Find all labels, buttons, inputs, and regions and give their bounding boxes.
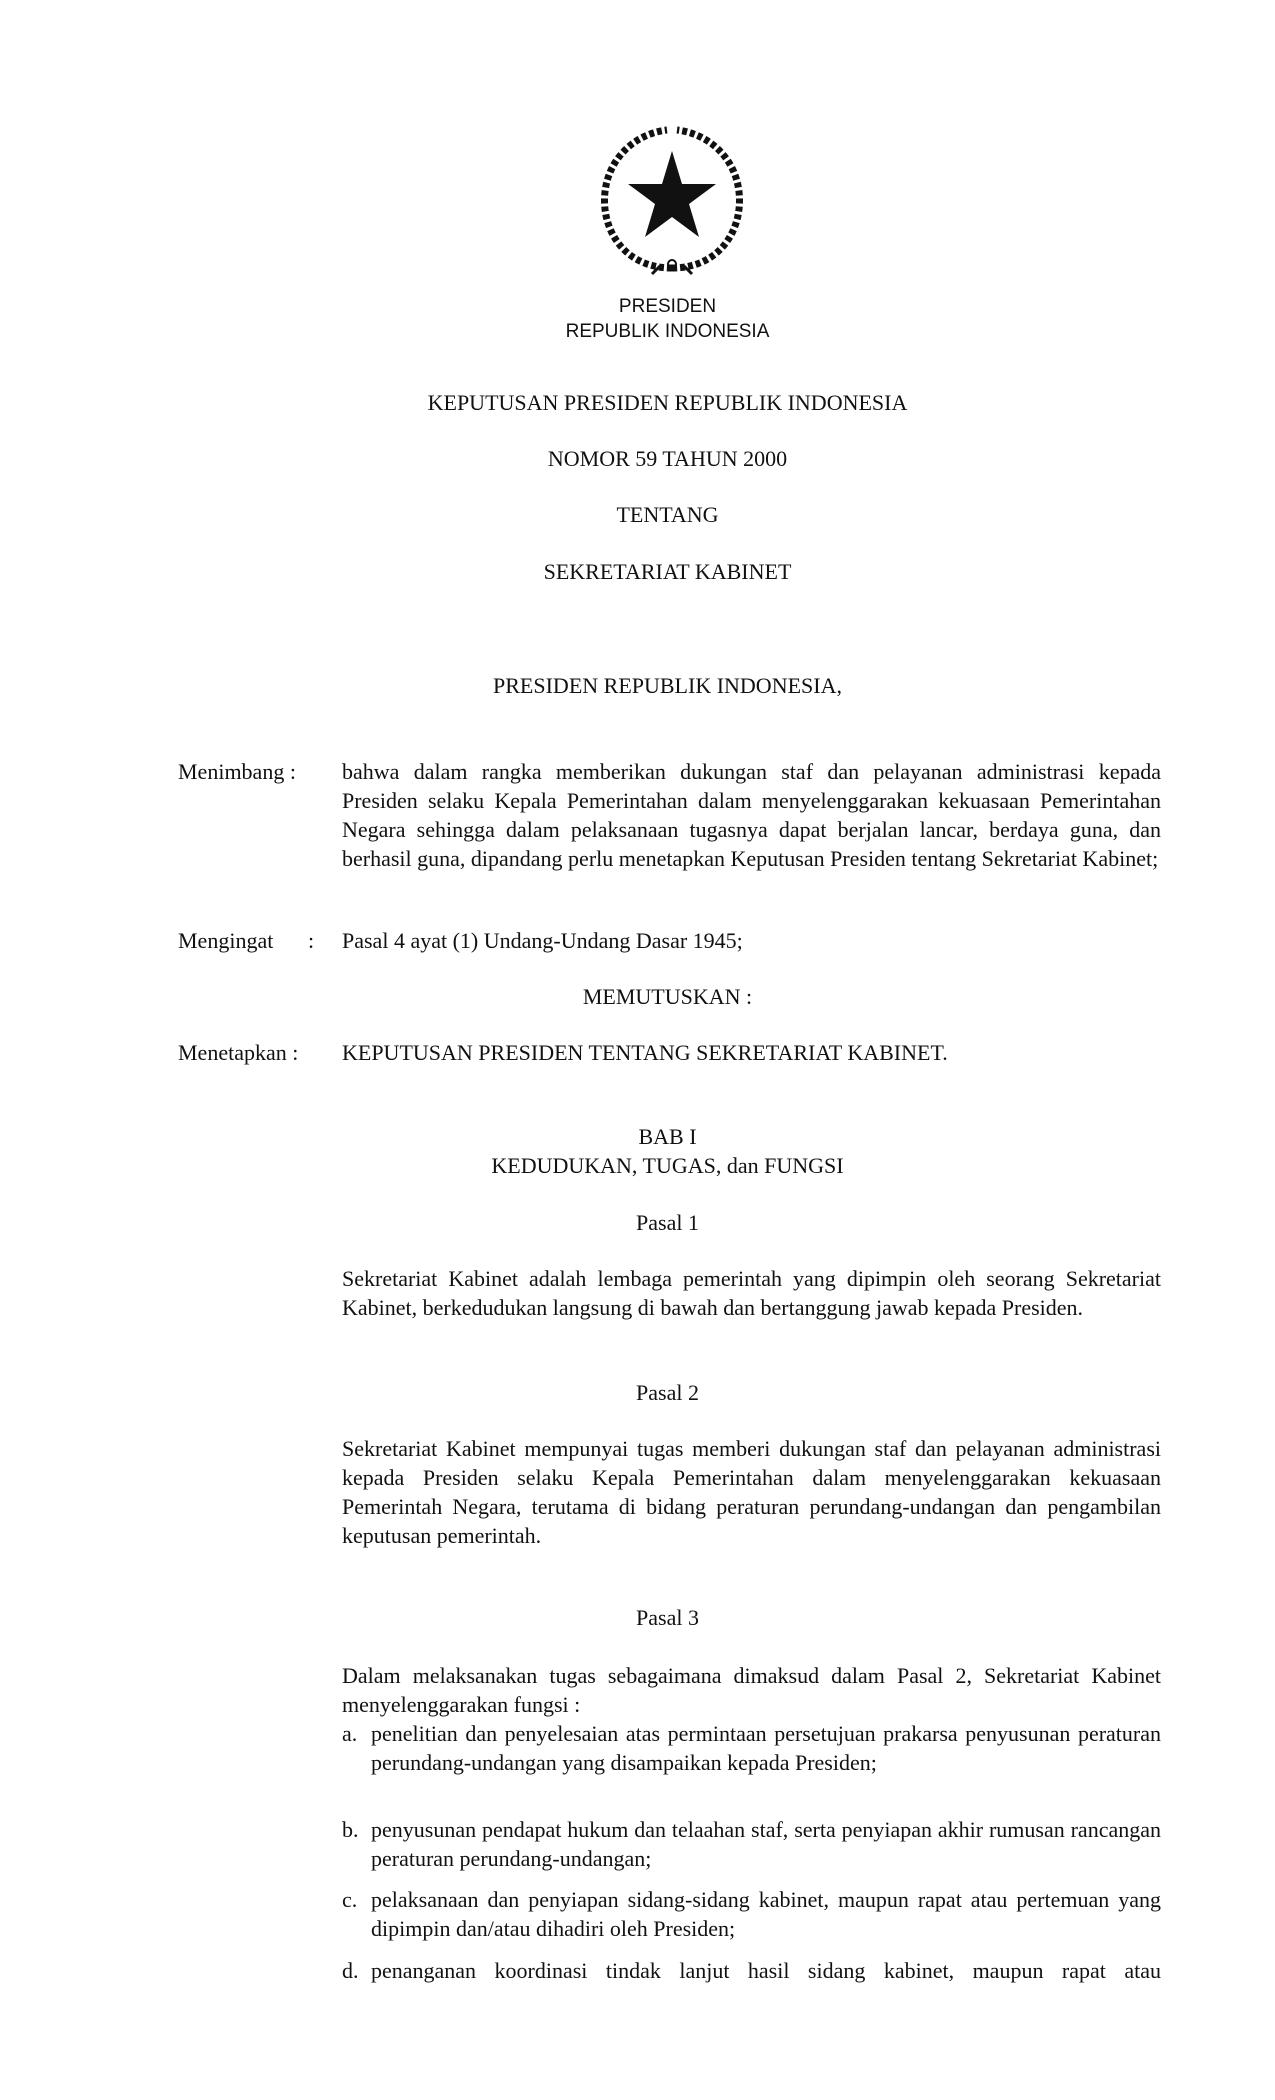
list-item-text: penelitian dan penyelesaian atas permintaan persetujuan prakarsa penyusunan peraturan perundang-undangan yang disampaikan kepada Presiden; — [371, 1721, 1161, 1775]
document-title: KEPUTUSAN PRESIDEN REPUBLIK INDONESIA — [427, 390, 908, 415]
article-1-text: Sekretariat Kabinet adalah lembaga pemerintah yang dipimpin oleh seorang Sekretariat Kabinet, berkedudukan langsung di bawah dan bertanggung jawab kepada Presiden. — [342, 1266, 1161, 1320]
list-item-text: penyusunan pendapat hukum dan telaahan staf, serta penyiapan akhir rumusan rancangan peraturan perundang-undangan; — [371, 1817, 1161, 1871]
letterhead-line1: PRESIDEN — [618, 296, 717, 317]
document-number: NOMOR 59 TAHUN 2000 — [547, 446, 788, 471]
chapter-number: BAB I — [638, 1124, 697, 1149]
subject-heading: SEKRETARIAT KABINET — [543, 559, 792, 584]
article-2-title: Pasal 2 — [636, 1380, 699, 1405]
list-item-text: penanganan koordinasi tindak lanjut hasil sidang kabinet, maupun rapat atau — [371, 1958, 1161, 1983]
list-item — [342, 1956, 1161, 1985]
list-item-letter: d. — [342, 1958, 359, 1983]
establishing-text: KEPUTUSAN PRESIDEN TENTANG SEKRETARIAT KABINET. — [342, 1040, 948, 1065]
presidential-seal-logo — [592, 118, 752, 278]
recalling-colon: : — [308, 928, 315, 953]
article-3-title: Pasal 3 — [636, 1605, 699, 1630]
article-3-text: Dalam melaksanakan tugas sebagaimana dimaksud dalam Pasal 2, Sekretariat Kabinet menyelenggarakan fungsi : — [342, 1663, 1161, 1717]
list-item-letter: a. — [342, 1721, 358, 1746]
considering-label: Menimbang : — [178, 759, 296, 784]
list-item-letter: c. — [342, 1887, 358, 1912]
issuer: PRESIDEN REPUBLIK INDONESIA, — [493, 673, 842, 698]
chapter-title: KEDUDUKAN, TUGAS, dan FUNGSI — [491, 1153, 844, 1178]
letterhead-line2: REPUBLIK INDONESIA — [565, 321, 770, 342]
list-item-text: pelaksanaan dan penyiapan sidang-sidang kabinet, maupun rapat atau pertemuan yang dipimpin dan/atau dihadiri oleh Presiden; — [371, 1887, 1161, 1941]
recalling-label: Mengingat — [178, 928, 274, 953]
article-2-text: Sekretariat Kabinet mempunyai tugas memberi dukungan staf dan pelayanan administrasi kepada Presiden selaku Kepala Pemerintahan dalam menyelenggarakan kekuasaan Pemerintah Negara, terutama di bidang peraturan perundang-undangan dan pengambilan keputusan pemerintah. — [342, 1436, 1161, 1548]
article-1-title: Pasal 1 — [636, 1210, 699, 1235]
list-item — [342, 1815, 1161, 1873]
list-item — [342, 1719, 1161, 1777]
list-item — [342, 1885, 1161, 1943]
deciding-heading: MEMUTUSKAN : — [582, 984, 753, 1009]
about-heading: TENTANG — [616, 502, 719, 527]
establishing-label: Menetapkan : — [178, 1040, 299, 1065]
recalling-text: Pasal 4 ayat (1) Undang-Undang Dasar 1945; — [342, 928, 743, 953]
list-item-letter: b. — [342, 1817, 359, 1842]
considering-text: bahwa dalam rangka memberikan dukungan staf dan pelayanan administrasi kepada Presiden selaku Kepala Pemerintahan dalam menyelenggarakan kekuasaan Pemerintahan Negara sehingga dalam pelaksanaan tugasnya dapat berjalan lancar, berdaya guna, dan berhasil guna, dipandang perlu menetapkan Keputusan Presiden tentang Sekretariat Kabinet; — [342, 759, 1161, 871]
